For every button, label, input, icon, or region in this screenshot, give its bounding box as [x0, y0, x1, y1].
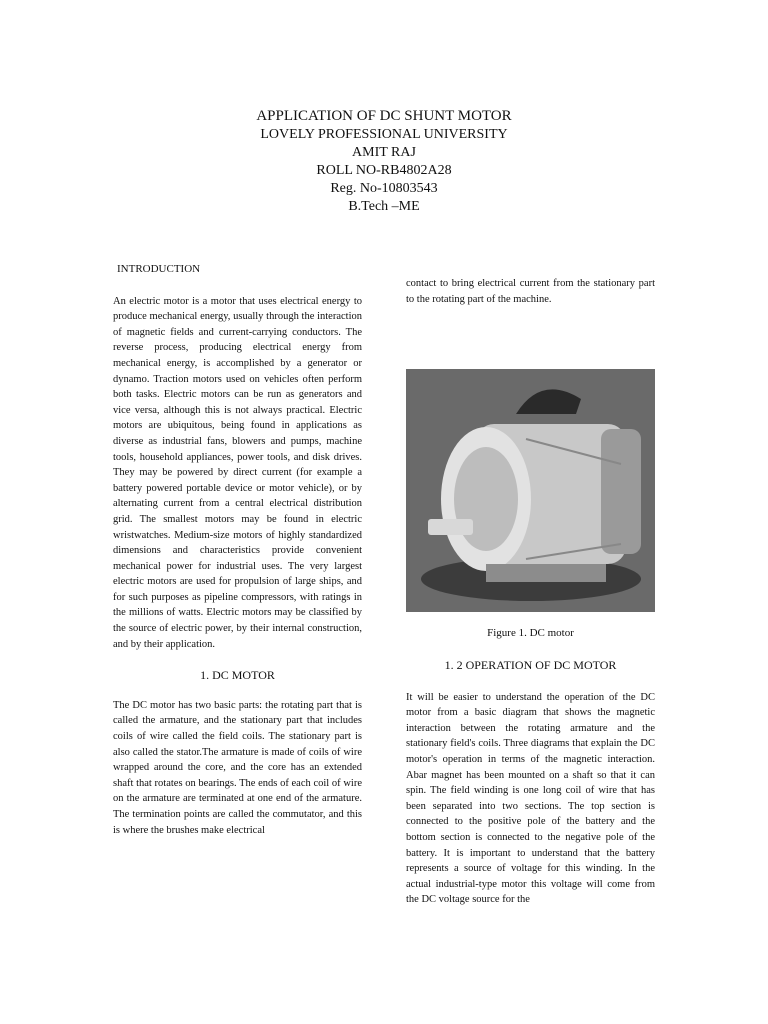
dc-motor-photo — [406, 369, 655, 612]
right-column-bottom — [406, 658, 655, 908]
dc-motor-paragraph: The DC motor has two basic parts: the rotating part that is called the armature, and the stationary part that includes coils of wire called the field coils. The stationary part is also called the stator.The armature is made of coils of wire wrapped around the core, and the core has an extended shaft that rotates on bearings. The ends of each coil of wire on the armature are terminated at one end of the armature. The termination points are called the commutator, and this is where the brushes make electrical — [113, 699, 362, 836]
author-name: AMIT RAJ — [352, 145, 416, 160]
roll-number: ROLL NO-RB4802A28 — [316, 163, 452, 178]
figure-caption: Figure 1. DC motor — [487, 627, 574, 639]
dc-motor-illustration — [406, 369, 655, 612]
operation-heading: 1. 2 OPERATION OF DC MOTOR — [444, 658, 617, 672]
introduction-paragraph: An electric motor is a motor that uses electrical energy to produce mechanical energy, usually through the interaction of magnetic fields and current-carrying conductors. The reverse process, producing electrical energy from mechanical energy, is accomplished by a generator or dynamo. Traction motors used on vehicles often perform both tasks. Electric motors can be run as generators and vice versa, although this is not always practical. Electric motors are ubiquitous, being found in applications as diverse as industrial fans, blowers and pumps, machine tools, household appliances, power tools, and disk drives. They may be powered by direct current (for example a battery powered portable device or motor vehicle), or by alternating current from a central electrical distribution grid. The smallest motors may be found in electric wristwatches. Medium-size motors of highly standardized dimensions and characteristics provide convenient mechanical power for industrial uses. The very largest electric motors are used for propulsion of large ships, and for such purposes as pipeline compressors, with ratings in the millions of watts. Electric motors may be classified by the source of electric power, by their internal construction, and by their application. — [113, 295, 362, 650]
continuation-paragraph: contact to bring electrical current from the stationary part to the rotating part of the machine. — [406, 278, 655, 305]
dc-motor-heading: 1. DC MOTOR — [200, 668, 275, 683]
paper-header — [0, 107, 768, 216]
introduction-heading: INTRODUCTION — [117, 263, 201, 275]
paper-title: APPLICATION OF DC SHUNT MOTOR — [256, 108, 512, 124]
university-name: LOVELY PROFESSIONAL UNIVERSITY — [260, 127, 508, 142]
operation-paragraph: It will be easier to understand the operation of the DC motor from a basic diagram that shows the magnetic interaction between the rotating armature and the stationary field's coils. Three diagrams that explain the DC motor's operation in terms of the magnetic interaction. Abar magnet has been mounted on a shaft so that it can spin. The field winding is one long coil of wire that has been separated into two sections. The top section is connected to the positive pole of the battery and the bottom section is connected to the negative pole of the battery. It is important to understand that the battery represents a source of voltage for this winding. In the actual industrial-type motor this voltage will come from the DC voltage source for the — [406, 691, 655, 906]
right-column-top — [406, 276, 655, 307]
course-name: B.Tech –ME — [348, 199, 420, 214]
left-column — [113, 262, 362, 838]
registration-number: Reg. No-10803543 — [330, 181, 438, 196]
